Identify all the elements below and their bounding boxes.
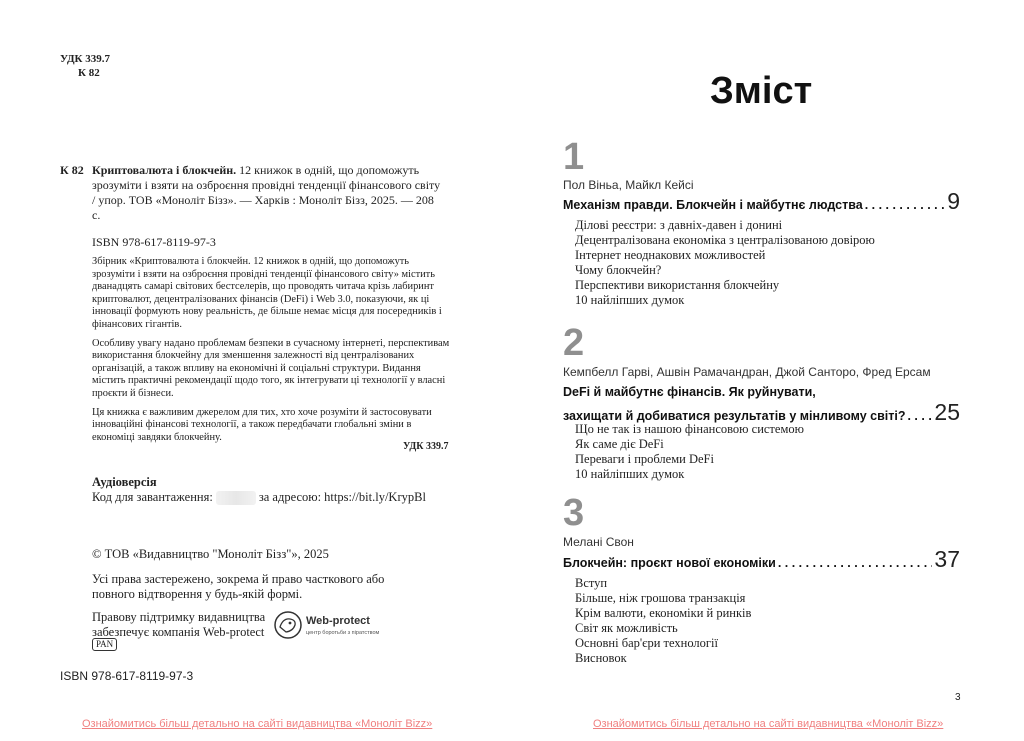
- section-authors: Кемпбелл Гарві, Ашвін Рамачандран, Джой Санторо, Фред Ерсам: [563, 365, 931, 379]
- subsection-item: Переваги і проблеми DeFi: [575, 452, 714, 466]
- subsection-item: Інтернет неоднакових можливостей: [575, 248, 766, 262]
- leader-dots: [778, 556, 933, 570]
- catalog-code: К 82: [60, 163, 84, 177]
- entry-title-line2: захищати й добиватися результатів у мінливому світі?: [563, 409, 906, 423]
- udk-code: УДК 339.7: [60, 53, 111, 65]
- entry-title-line1: DeFi й майбутнє фінансів. Як руйнувати,: [563, 385, 816, 399]
- audio-version-heading: Аудіоверсія: [92, 475, 157, 489]
- section-number: 2: [563, 322, 585, 364]
- subsection-item: Більше, ніж грошова транзакція: [575, 591, 746, 605]
- subsection-item: Світ як можливість: [575, 621, 678, 635]
- toc-entry: [563, 188, 960, 215]
- subsection-item: Що не так із нашою фінансовою системою: [575, 422, 804, 436]
- subsection-list: [575, 576, 751, 666]
- catalog-isbn: ISBN 978-617-8119-97-3: [92, 235, 216, 249]
- audio-download-line: [92, 490, 426, 505]
- isbn: ISBN 978-617-8119-97-3: [60, 669, 194, 683]
- subsection-item: Ділові реєстри: з давніх-давен і донині: [575, 218, 783, 232]
- publisher-link-left[interactable]: Ознайомитись більш детально на сайті видавництва «Моноліт Bizz»: [82, 718, 433, 730]
- web-protect-logo: [273, 609, 388, 643]
- page-ref: 9: [947, 188, 960, 214]
- entry-title: Блокчейн: проєкт нової економіки: [563, 556, 776, 570]
- download-code-label: Код для завантаження:: [92, 490, 213, 504]
- catalog-record: [92, 163, 442, 223]
- section-number: 1: [563, 136, 585, 178]
- logo-wordmark: Web-protect: [306, 615, 370, 627]
- page-number: 3: [955, 692, 961, 703]
- subsection-item: Як саме діє DeFi: [575, 437, 664, 451]
- legal-support: Правову підтримку видавництва забезпечує компанія Web-protect: [92, 610, 266, 639]
- page-ref: 37: [934, 546, 960, 572]
- copyright: © ТОВ «Видавництво "Моноліт Бізз"», 2025: [92, 547, 329, 561]
- subsection-list: [575, 422, 804, 482]
- subsection-item: Перспективи використання блокчейну: [575, 278, 780, 292]
- abstract-paragraph: Збірник «Криптовалюта і блокчейн. 12 книжок в одній, що допоможуть зрозуміти і взяти на озброєння провідні тенденції фінансового світу» містить дванадцять самарі світових бестселерів, що проводять читача крізь лабиринт криптовалют, децентралізованих фінансів (DeFi) і Web 3.0, показуючи, як ці інновації формують нову реальність, де більше немає місця для посередників і фінансових гігантів.: [92, 256, 442, 330]
- subsection-item: Чому блокчейн?: [575, 263, 662, 277]
- abstract-paragraph: Ця книжка є важливим джерелом для тих, хто хоче розуміти й застосовувати інноваційні фінансові технології, а також передбачати глобальні зміни в економіці завдяки блокчейну.: [92, 406, 432, 443]
- abstract-paragraph: Особливу увагу надано проблемам безпеки в сучасному інтернеті, перспективам використання блокчейну для зменшення залежності від централізованих організацій, а також впливу на економічні й соціальні структури. Видання містить практичні рекомендації щодо того, як інтегрувати ці технології у власні проєкти й бізнеси.: [92, 337, 450, 399]
- rights-notice: Усі права застережено, зокрема й право часткового або повного відтворення у будь-якій формі.: [92, 572, 385, 601]
- subsection-item: Крім валюти, економіки й ринків: [575, 606, 752, 620]
- toc-entry: [563, 385, 960, 426]
- entry-title: Механізм правди. Блокчейн і майбутнє людства: [563, 198, 863, 212]
- catalog-description: 12 книжок в одній, що допоможуть зрозуміти і взяти на озброєння провідні тенденції фінансового світу / упор. ТОВ «Моноліт Бізз». — Харків : Моноліт Бізз, 2025. — 208 с.: [92, 163, 441, 222]
- subsection-item: 10 найліпших думок: [575, 467, 685, 481]
- download-code-redacted: [216, 491, 256, 505]
- section-authors: Мелані Свон: [563, 535, 634, 549]
- udk-footer: УДК 339.7: [403, 441, 449, 452]
- section-number: 3: [563, 492, 585, 534]
- page-ref: 25: [934, 399, 960, 425]
- udk-header: [60, 52, 110, 80]
- subsection-item: Основні бар'єри технології: [575, 636, 718, 650]
- subsection-item: Вступ: [575, 576, 608, 590]
- author-mark: К 82: [78, 67, 100, 79]
- publisher-link-right[interactable]: Ознайомитись більш детально на сайті видавництва «Моноліт Bizz»: [593, 718, 944, 730]
- leader-dots: [907, 409, 932, 423]
- subsection-item: Висновок: [575, 651, 627, 665]
- toc-entry: [563, 546, 960, 573]
- subsection-item: 10 найліпших думок: [575, 293, 685, 307]
- download-link[interactable]: за адресою: https://bit.ly/KrypBl: [258, 490, 426, 504]
- abstract: [92, 256, 452, 450]
- section-authors: Пол Віньа, Майкл Кейсі: [563, 178, 694, 192]
- pan-badge: PAN: [92, 638, 117, 651]
- leader-dots: [865, 198, 946, 212]
- toc-title: Зміст: [710, 70, 813, 112]
- logo-tagline: центр боротьби з піратством: [306, 630, 380, 636]
- subsection-item: Децентралізована економіка з централізованою довірою: [575, 233, 875, 247]
- catalog-title: Криптовалюта і блокчейн.: [92, 163, 237, 177]
- subsection-list: [575, 218, 875, 308]
